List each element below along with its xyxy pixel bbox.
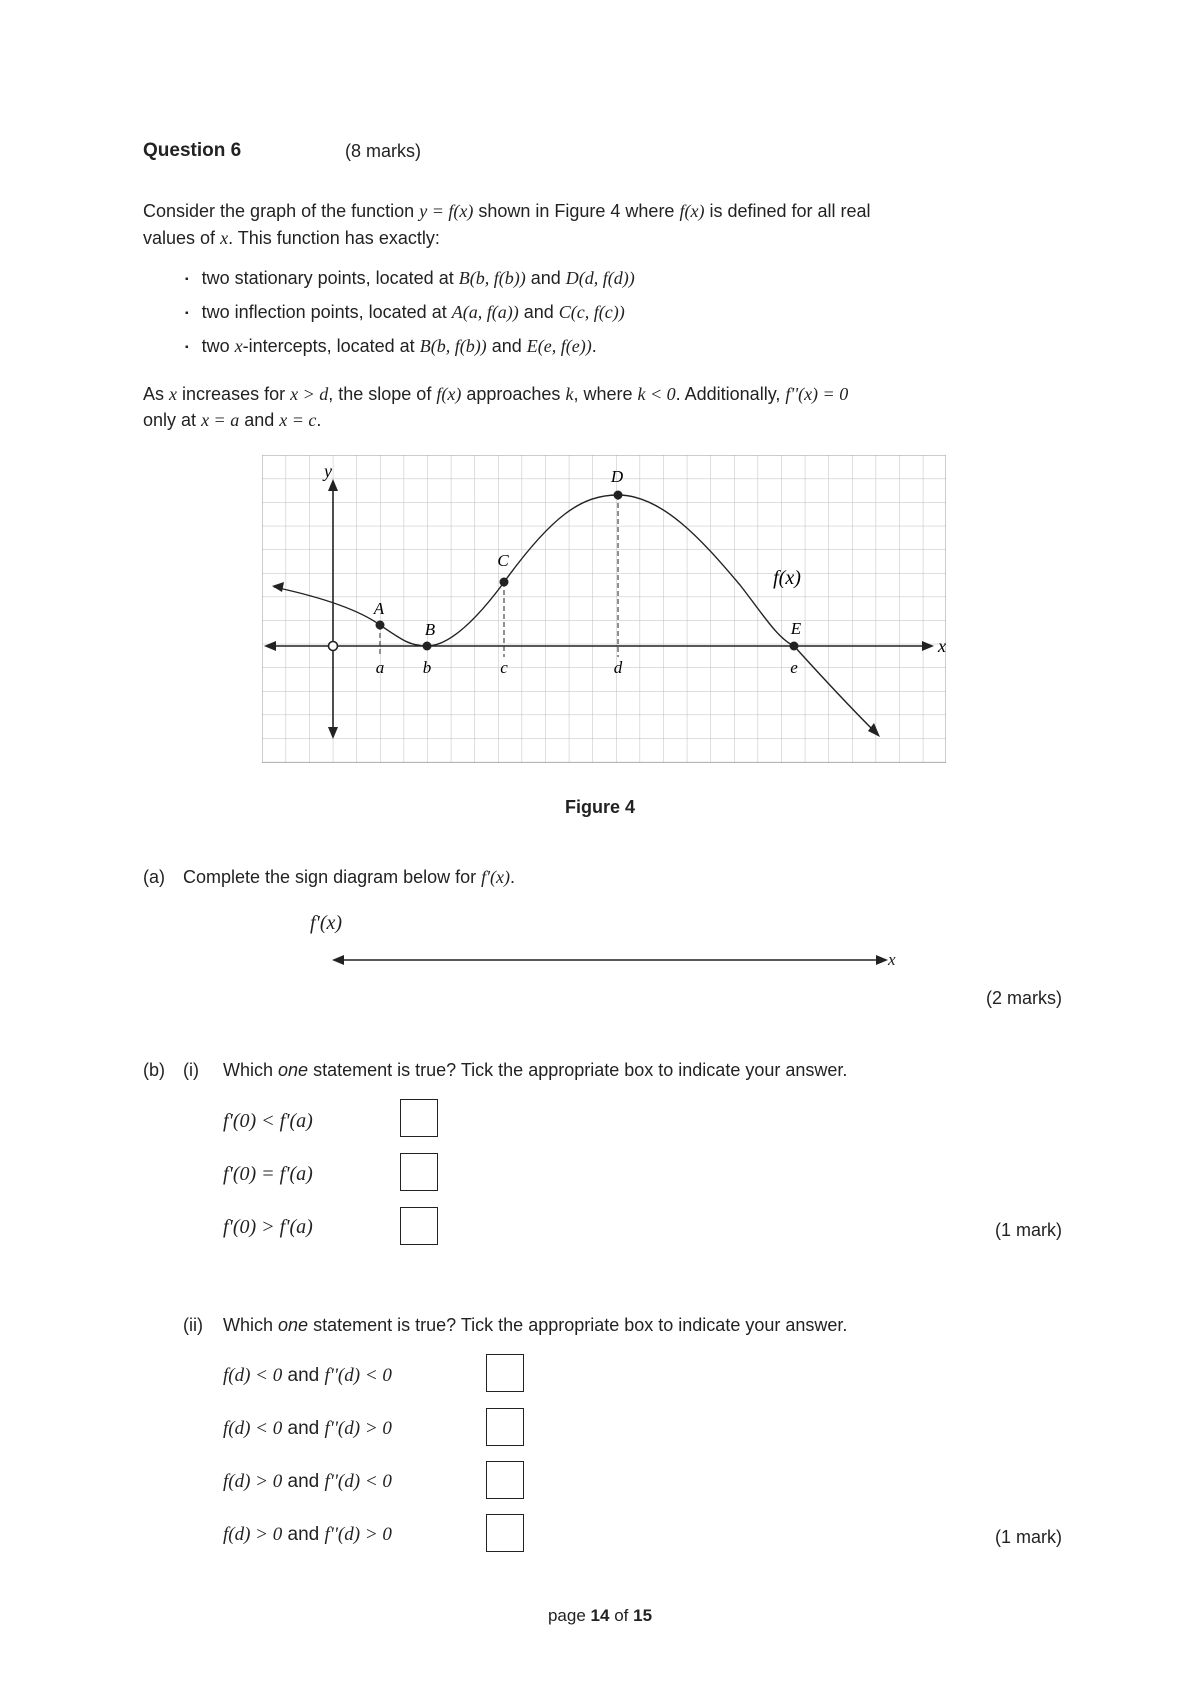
sign-diagram-line[interactable] [330, 948, 900, 972]
question-title: Question 6 [143, 140, 242, 161]
intro-line-1: Consider the graph of the function y = f(x) shown in Figure 4 where f(x) is defined for all real [143, 201, 871, 221]
b-i-checkbox-2[interactable] [400, 1153, 438, 1191]
b-i-option-1: f'(0) < f'(a) [223, 1110, 313, 1132]
sign-axis-right-arrow [876, 955, 888, 965]
label-B: B [424, 620, 436, 639]
figure-graph [262, 455, 946, 763]
bullet-inflection: ▪ two inflection points, located at A(a, f(a)) and C(c, f(c)) [185, 302, 625, 323]
part-b-i-question: Which one statement is true? Tick the appropriate box to indicate your answer. [223, 1060, 848, 1080]
slope-line-2: only at x = a and x = c. [143, 410, 322, 430]
figure-caption: Figure 4 [564, 797, 635, 817]
b-ii-checkbox-2[interactable] [486, 1408, 524, 1446]
b-i-checkbox-3[interactable] [400, 1207, 438, 1245]
part-a-marks: (2 marks) [986, 988, 1062, 1008]
b-ii-checkbox-4[interactable] [486, 1514, 524, 1552]
b-i-option-2: f'(0) = f'(a) [223, 1163, 313, 1185]
question-marks: (8 marks) [345, 141, 421, 161]
point-D [614, 491, 623, 500]
part-a-label: (a) [143, 867, 165, 887]
page-footer: page 14 of 15 [547, 1606, 653, 1625]
part-b-i-label: (i) [183, 1060, 199, 1080]
part-b-label: (b) [143, 1060, 165, 1080]
part-b-ii-marks: (1 mark) [995, 1527, 1062, 1547]
part-b-i-marks: (1 mark) [995, 1220, 1062, 1240]
tick-b: b [422, 658, 432, 677]
grid [262, 455, 946, 763]
b-ii-option-2: f(d) < 0 and f''(d) > 0 [223, 1418, 392, 1439]
label-A: A [373, 599, 385, 618]
part-a-text: Complete the sign diagram below for f'(x). [183, 867, 516, 887]
page-total: 15 [633, 1606, 653, 1625]
label-E: E [790, 619, 802, 638]
bullet-intercepts: ▪ two x-intercepts, located at B(b, f(b)) and E(e, f(e)). [185, 336, 597, 357]
slope-line-1: As x increases for x > d, the slope of f(x) approaches k, where k < 0. Additionally, f''(x) = 0 [143, 384, 849, 404]
part-b-ii-question: Which one statement is true? Tick the appropriate box to indicate your answer. [223, 1315, 848, 1335]
x-axis-label: x [938, 636, 946, 656]
intro-line-2: values of x. This function has exactly: [143, 228, 440, 248]
label-C: C [497, 551, 509, 570]
sign-axis-left-arrow [332, 955, 344, 965]
curve-label: f(x) [773, 567, 801, 589]
sign-diagram-label: f'(x) [310, 912, 343, 934]
origin-circle [329, 642, 338, 651]
b-ii-option-1: f(d) < 0 and f''(d) < 0 [223, 1365, 392, 1386]
b-ii-option-3: f(d) > 0 and f''(d) < 0 [223, 1471, 392, 1492]
b-i-option-3: f'(0) > f'(a) [223, 1216, 313, 1238]
tick-a: a [375, 658, 385, 677]
tick-d: d [613, 658, 623, 677]
b-ii-checkbox-1[interactable] [486, 1354, 524, 1392]
point-C [500, 578, 509, 587]
part-b-ii-label: (ii) [183, 1315, 203, 1335]
b-ii-option-4: f(d) > 0 and f''(d) > 0 [223, 1524, 392, 1545]
tick-c: c [500, 658, 508, 677]
sign-diagram-axis-label: x [888, 950, 896, 969]
y-axis-label: y [324, 461, 332, 481]
label-D: D [610, 467, 624, 486]
b-i-checkbox-1[interactable] [400, 1099, 438, 1137]
function-eq: y = f(x) [419, 201, 474, 221]
b-ii-checkbox-3[interactable] [486, 1461, 524, 1499]
bullet-stationary: ▪ two stationary points, located at B(b, f(b)) and D(d, f(d)) [185, 268, 635, 289]
page-number: 14 [590, 1606, 610, 1625]
tick-e: e [790, 658, 798, 677]
point-E [790, 642, 799, 651]
point-B [423, 642, 432, 651]
point-A [376, 621, 385, 630]
